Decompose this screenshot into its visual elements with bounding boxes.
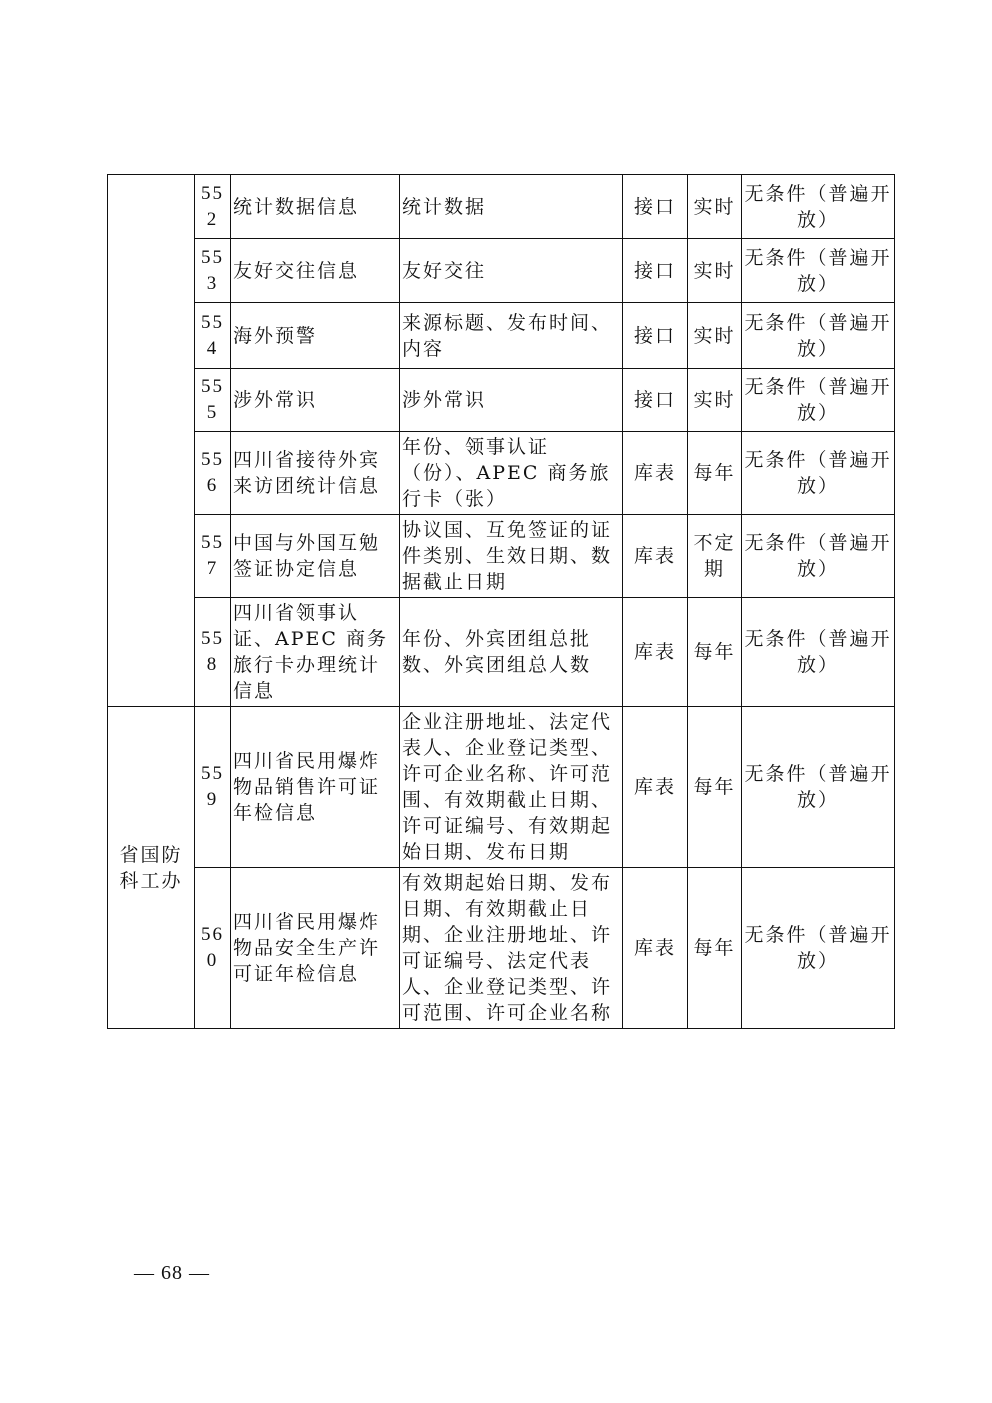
share-method: 接口	[623, 239, 688, 303]
table-row	[108, 868, 895, 1029]
dept-cell-top	[108, 175, 195, 707]
open-type: 无条件（普遍开放）	[742, 868, 895, 1029]
row-number: 559	[195, 707, 231, 868]
row-number: 555	[195, 369, 231, 432]
info-name: 中国与外国互勉签证协定信息	[231, 515, 400, 598]
open-type: 无条件（普遍开放）	[742, 432, 895, 515]
update-frequency: 每年	[688, 707, 742, 868]
info-items: 协议国、互免签证的证件类别、生效日期、数据截止日期	[400, 515, 623, 598]
info-name: 四川省领事认证、APEC 商务旅行卡办理统计信息	[231, 598, 400, 707]
update-frequency: 实时	[688, 175, 742, 239]
update-frequency: 不定期	[688, 515, 742, 598]
row-number: 554	[195, 303, 231, 369]
info-name: 四川省民用爆炸物品安全生产许可证年检信息	[231, 868, 400, 1029]
info-items: 年份、领事认证（份）、APEC 商务旅行卡（张）	[400, 432, 623, 515]
update-frequency: 实时	[688, 369, 742, 432]
row-number: 558	[195, 598, 231, 707]
open-type: 无条件（普遍开放）	[742, 707, 895, 868]
share-method: 库表	[623, 432, 688, 515]
info-items: 友好交往	[400, 239, 623, 303]
open-type: 无条件（普遍开放）	[742, 515, 895, 598]
info-name: 四川省接待外宾来访团统计信息	[231, 432, 400, 515]
open-type: 无条件（普遍开放）	[742, 175, 895, 239]
info-name: 涉外常识	[231, 369, 400, 432]
info-name: 四川省民用爆炸物品销售许可证年检信息	[231, 707, 400, 868]
table-row	[108, 707, 895, 868]
table-row	[108, 598, 895, 707]
update-frequency: 实时	[688, 239, 742, 303]
update-frequency: 每年	[688, 598, 742, 707]
table-row	[108, 175, 895, 239]
info-name: 统计数据信息	[231, 175, 400, 239]
info-items: 涉外常识	[400, 369, 623, 432]
page-number: — 68 —	[134, 1262, 210, 1284]
share-method: 接口	[623, 369, 688, 432]
info-name: 海外预警	[231, 303, 400, 369]
open-type: 无条件（普遍开放）	[742, 239, 895, 303]
row-number: 557	[195, 515, 231, 598]
open-type: 无条件（普遍开放）	[742, 303, 895, 369]
row-number: 560	[195, 868, 231, 1029]
share-method: 库表	[623, 868, 688, 1029]
catalog-table	[107, 174, 895, 1029]
row-number: 556	[195, 432, 231, 515]
info-items: 企业注册地址、法定代表人、企业登记类型、许可企业名称、许可范围、有效期截止日期、许可证编号、有效期起始日期、发布日期	[400, 707, 623, 868]
open-type: 无条件（普遍开放）	[742, 598, 895, 707]
share-method: 库表	[623, 598, 688, 707]
share-method: 库表	[623, 515, 688, 598]
open-type: 无条件（普遍开放）	[742, 369, 895, 432]
share-method: 库表	[623, 707, 688, 868]
table-row	[108, 369, 895, 432]
share-method: 接口	[623, 175, 688, 239]
share-method: 接口	[623, 303, 688, 369]
update-frequency: 实时	[688, 303, 742, 369]
dept-cell: 省国防科工办	[108, 707, 195, 1029]
info-items: 统计数据	[400, 175, 623, 239]
info-name: 友好交往信息	[231, 239, 400, 303]
table-row	[108, 239, 895, 303]
table-row	[108, 303, 895, 369]
info-items: 年份、外宾团组总批数、外宾团组总人数	[400, 598, 623, 707]
update-frequency: 每年	[688, 432, 742, 515]
table-row	[108, 432, 895, 515]
info-items: 有效期起始日期、发布日期、有效期截止日期、企业注册地址、许可证编号、法定代表人、企业登记类型、许可范围、许可企业名称	[400, 868, 623, 1029]
update-frequency: 每年	[688, 868, 742, 1029]
row-number: 552	[195, 175, 231, 239]
table-row	[108, 515, 895, 598]
row-number: 553	[195, 239, 231, 303]
info-items: 来源标题、发布时间、内容	[400, 303, 623, 369]
